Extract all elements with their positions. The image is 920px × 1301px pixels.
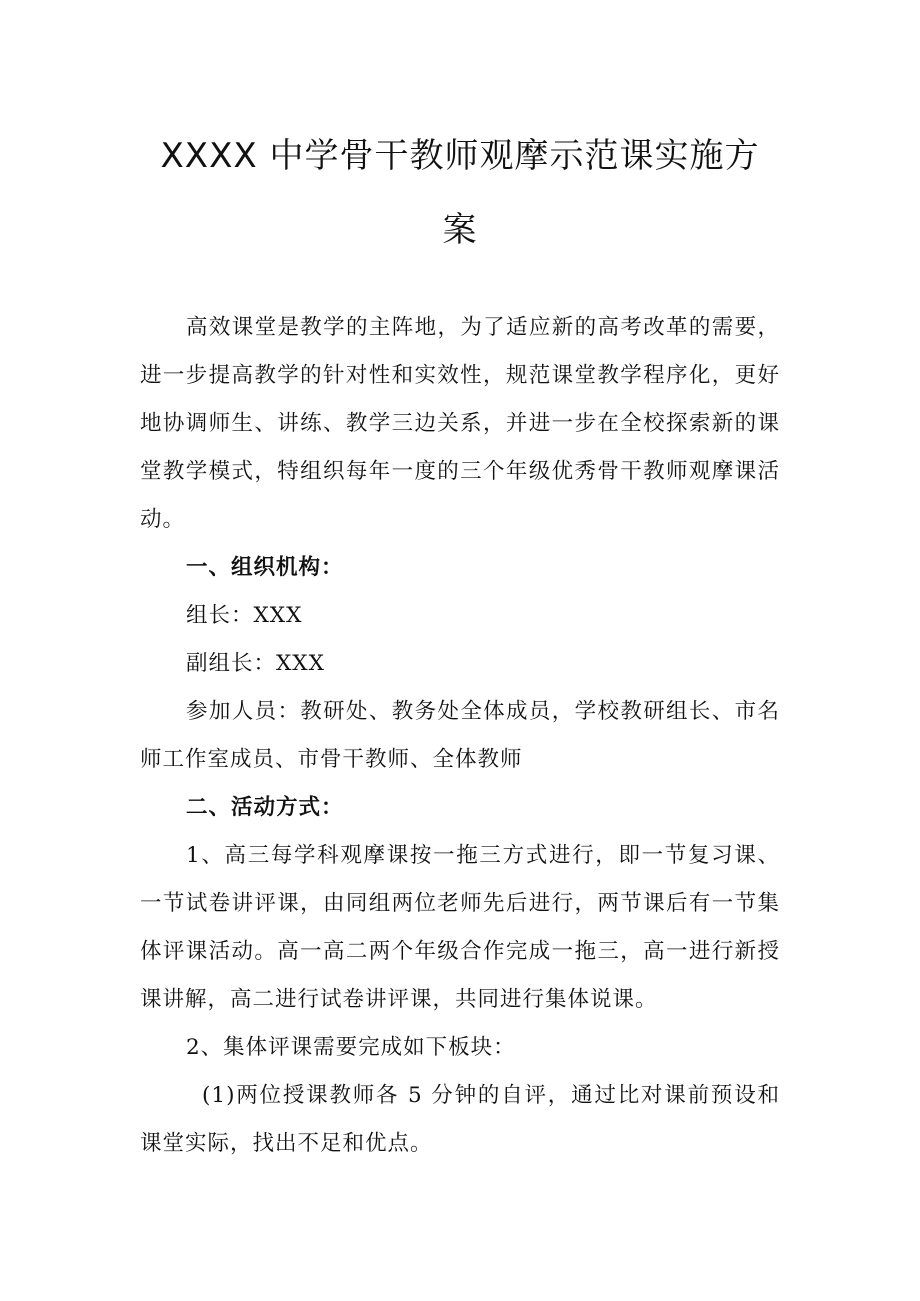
activity-sub-item-1: (1)两位授课教师各 5 分钟的自评，通过比对课前预设和课堂实际，找出不足和优点。: [140, 1083, 780, 1156]
document-title-line-1: XXXX 中学骨干教师观摩示范课实施方: [160, 136, 760, 176]
participants-paragraph: 参加人员：教研处、教务处全体成员，学校教研组长、市名师工作室成员、市骨干教师、全体教师: [140, 699, 780, 772]
intro-paragraph: 高效课堂是教学的主阵地，为了适应新的高考改革的需要，进一步提高教学的针对性和实效性，规范课堂教学程序化，更好地协调师生、讲练、教学三边关系，并进一步在全校探索新的课堂教学模式，特组织每年一度的三个年级优秀骨干教师观摩课活动。: [140, 315, 780, 532]
leader-line: 组长：XXX: [186, 603, 303, 628]
document-title-line-2: 案: [442, 210, 478, 250]
section-2-heading: 二、活动方式：: [186, 795, 344, 820]
deputy-leader-line: 副组长：XXX: [186, 651, 325, 676]
section-1-heading: 一、组织机构：: [186, 555, 344, 580]
activity-item-2: 2、集体评课需要完成如下板块：: [186, 1035, 516, 1060]
activity-item-1: 1、高三每学科观摩课按一拖三方式进行，即一节复习课、一节试卷讲评课，由同组两位老师先后进行，两节课后有一节集体评课活动。高一高二两个年级合作完成一拖三，高一进行新授课讲解，高二进行试卷讲评课，共同进行集体说课。: [140, 843, 780, 1012]
